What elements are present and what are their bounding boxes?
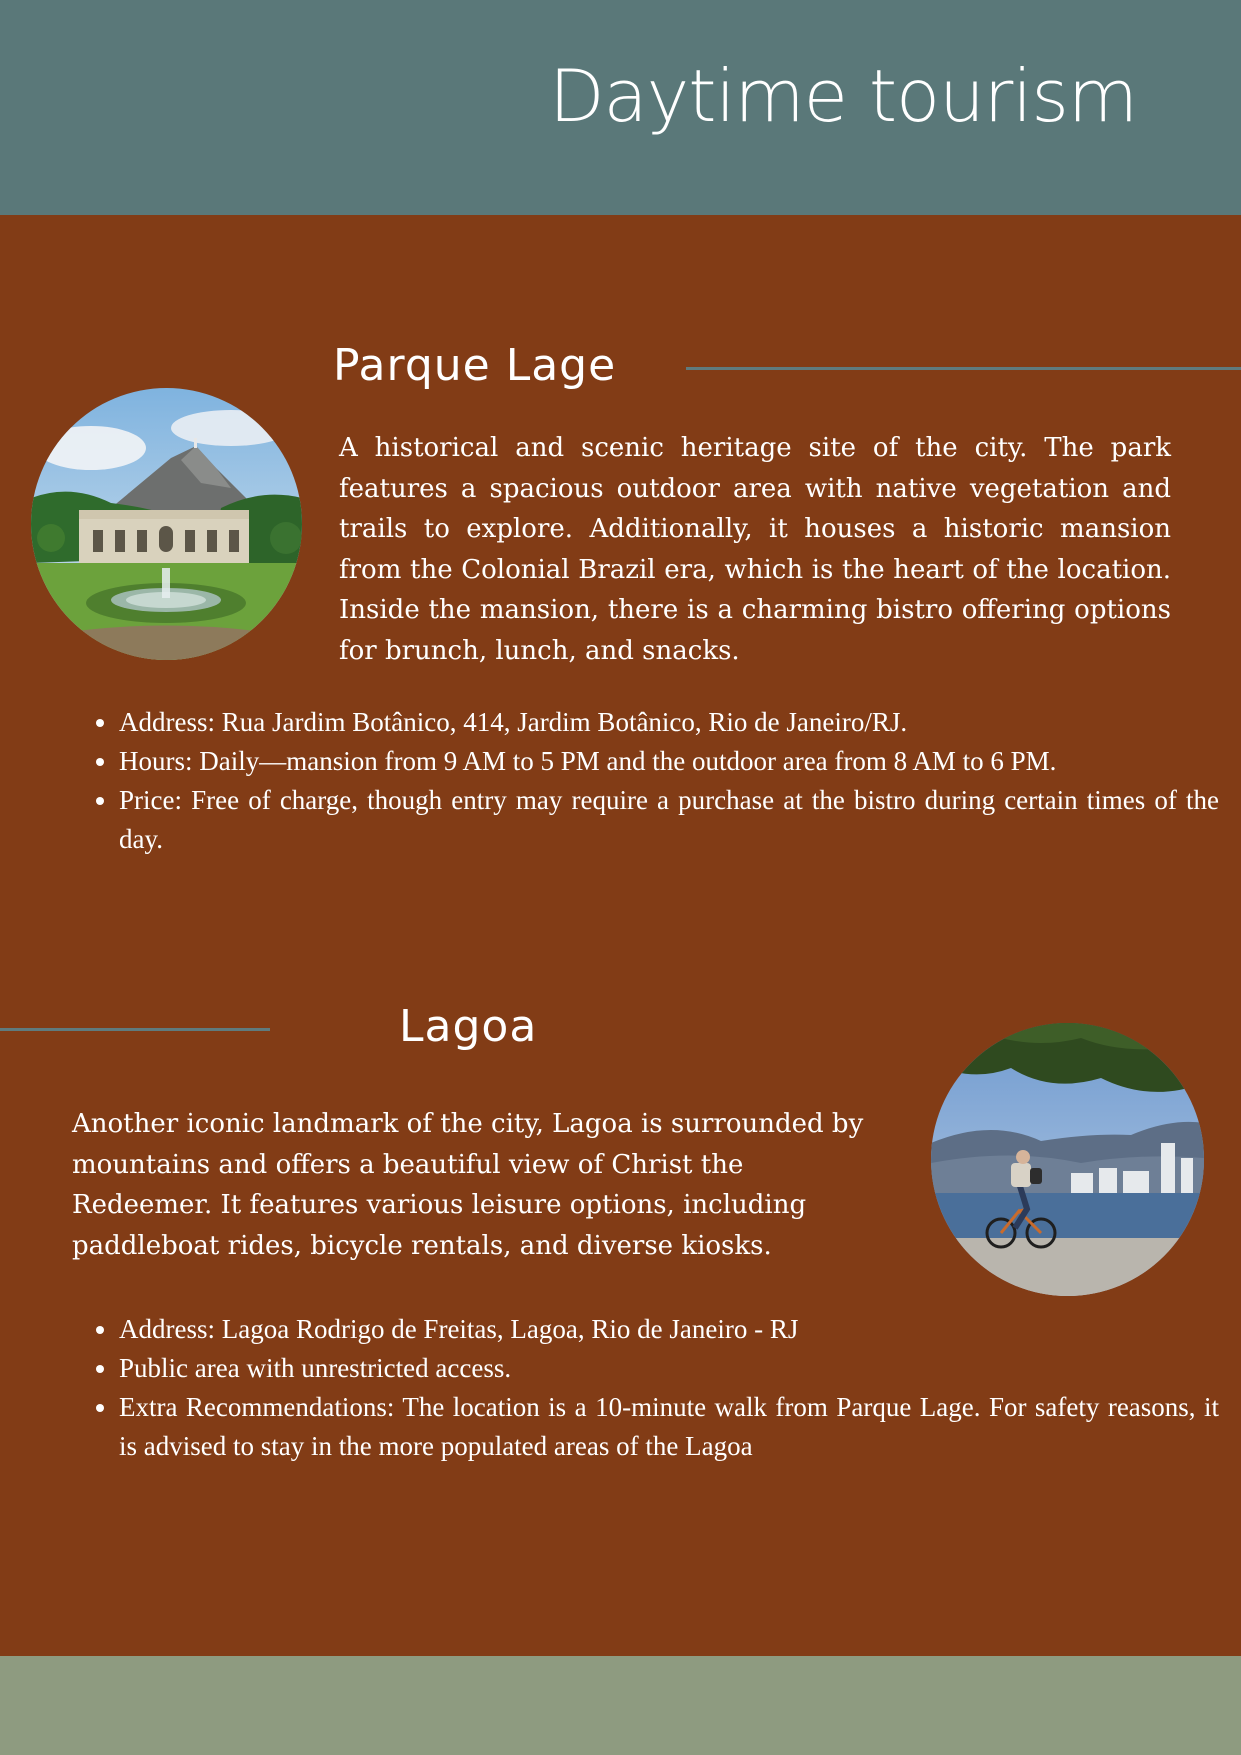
section-divider	[0, 1028, 270, 1031]
section-title-lagoa: Lagoa	[399, 1001, 538, 1052]
list-item: • Price: Free of charge, though entry may require a purchase at the bistro during certain times of the day.	[119, 781, 1219, 859]
lagoa-facts	[71, 1310, 1219, 1466]
page-footer	[0, 1656, 1241, 1755]
page-title: Daytime tourism	[549, 54, 1137, 138]
lagoa-photo	[931, 1023, 1204, 1296]
page-header	[0, 0, 1241, 215]
parque-lage-photo	[31, 388, 302, 660]
parque-lage-facts	[71, 703, 1219, 859]
lagoa-description: Another iconic landmark of the city, Lagoa is surrounded by mountains and offers a beautiful view of Christ the Redeemer. It features various leisure options, including paddleboat rides, bicycle rentals, and diverse kiosks.	[72, 1109, 864, 1261]
section-title-parque-lage: Parque Lage	[333, 340, 617, 391]
section-divider	[686, 367, 1241, 370]
parque-lage-description: A historical and scenic heritage site of the city. The park features a spacious outdoor area with native vegetation and trails to explore. Additionally, it houses a historic mansion from the Colonial Brazil era, which is the heart of the location. Inside the mansion, there is a charming bistro offering options for brunch, lunch, and snacks.	[339, 433, 1171, 666]
list-item: • Address: Lagoa Rodrigo de Freitas, Lagoa, Rio de Janeiro - RJ	[119, 1310, 1219, 1349]
list-item: • Public area with unrestricted access.	[119, 1349, 1219, 1388]
list-item: • Address: Rua Jardim Botânico, 414, Jardim Botânico, Rio de Janeiro/RJ.	[119, 703, 1219, 742]
list-item: • Extra Recommendations: The location is a 10-minute walk from Parque Lage. For safety reasons, it is advised to stay in the more populated areas of the Lagoa	[119, 1388, 1219, 1466]
list-item: • Hours: Daily—mansion from 9 AM to 5 PM and the outdoor area from 8 AM to 6 PM.	[119, 742, 1219, 781]
